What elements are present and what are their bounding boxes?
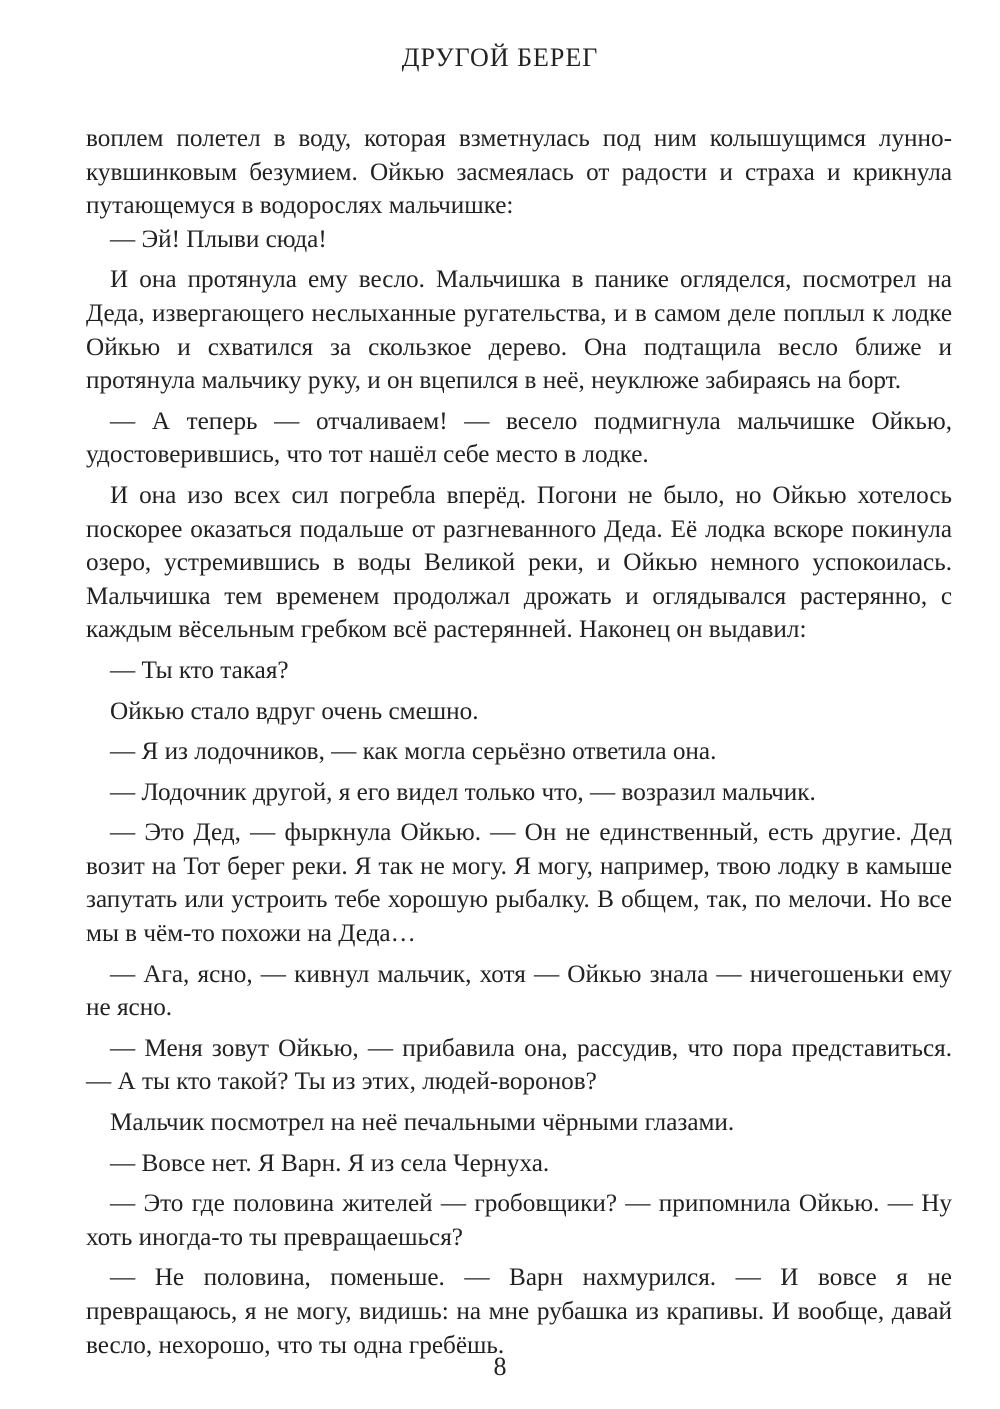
- paragraph: — Ага, ясно, — кивнул мальчик, хотя — Ойкью знала — ничегошеньки ему не ясно.: [86, 960, 952, 1022]
- paragraph: — Вовсе нет. Я Варн. Я из села Чернуха.: [110, 1149, 550, 1177]
- page-number: 8: [493, 1352, 507, 1381]
- paragraph: — Меня зовут Ойкью, — прибавила она, рассудив, что пора представиться. — А ты кто такой? Ты из этих, людей-воронов?: [86, 1034, 952, 1096]
- paragraph: — Не половина, поменьше. — Варн нахмурился. — И вовсе я не превращаюсь, я не могу, видишь: на мне рубашка из крапивы. И вообще, давай весло, нехорошо, что ты одна гребёшь.: [86, 1264, 952, 1359]
- paragraph: — Ты кто такая?: [110, 656, 289, 684]
- page-body: [86, 122, 952, 1362]
- paragraph: — Это где половина жителей — гробовщики? — припомнила Ойкью. — Ну хоть иногда-то ты превращаешься?: [86, 1190, 952, 1251]
- running-title: ДРУГОЙ БЕРЕГ: [401, 43, 599, 72]
- paragraph: И она протянула ему весло. Мальчишка в панике огляделся, посмотрел на Деда, извергающего неслыханные ругательства, и в самом деле поплыл к лодке Ойкью и схватился за скользкое дерево. Она подтащила весло ближе и протянула мальчику руку, и он вцепился в неё, неуклюже забираясь на борт.: [86, 266, 952, 395]
- paragraph: воплем полетел в воду, которая взметнулась под ним колышущимся лунно-кувшинковым безумием. Ойкью засмеялась от радости и страха и крикнула путающемуся в водорослях мальчишке:: [86, 125, 952, 220]
- paragraph: — Лодочник другой, я его видел только что, — возразил мальчик.: [110, 778, 816, 806]
- paragraph: — Эй! Плыви сюда!: [110, 225, 327, 253]
- paragraph: — Это Дед, — фыркнула Ойкью. — Он не единственный, есть другие. Дед возит на Тот берег реки. Я так не могу. Я могу, например, твою лодку в камыше запутать или устроить тебе хорошую рыбалку. В общем, так, по мелочи. Но все мы в чём-то похожи на Деда…: [86, 819, 952, 948]
- paragraph: И она изо всех сил погребла вперёд. Погони не было, но Ойкью хотелось поскорее оказаться подальше от разгневанного Деда. Её лодка вскоре покинула озеро, устремившись в воды Великой реки, и Ойкью немного успокоилась. Мальчишка тем временем продолжал дрожать и оглядывался растерянно, с каждым вёсельным гребком всё растерянней. Наконец он выдавил:: [86, 481, 952, 644]
- paragraph: — Я из лодочников, — как могла серьёзно ответила она.: [110, 738, 717, 766]
- paragraph: Мальчик посмотрел на неё печальными чёрными глазами.: [110, 1109, 735, 1137]
- paragraph: Ойкью стало вдруг очень смешно.: [110, 697, 479, 725]
- paragraph: — А теперь — отчаливаем! — весело подмигнула мальчишке Ойкью, удостоверившись, что тот нашёл себе место в лодке.: [86, 407, 952, 469]
